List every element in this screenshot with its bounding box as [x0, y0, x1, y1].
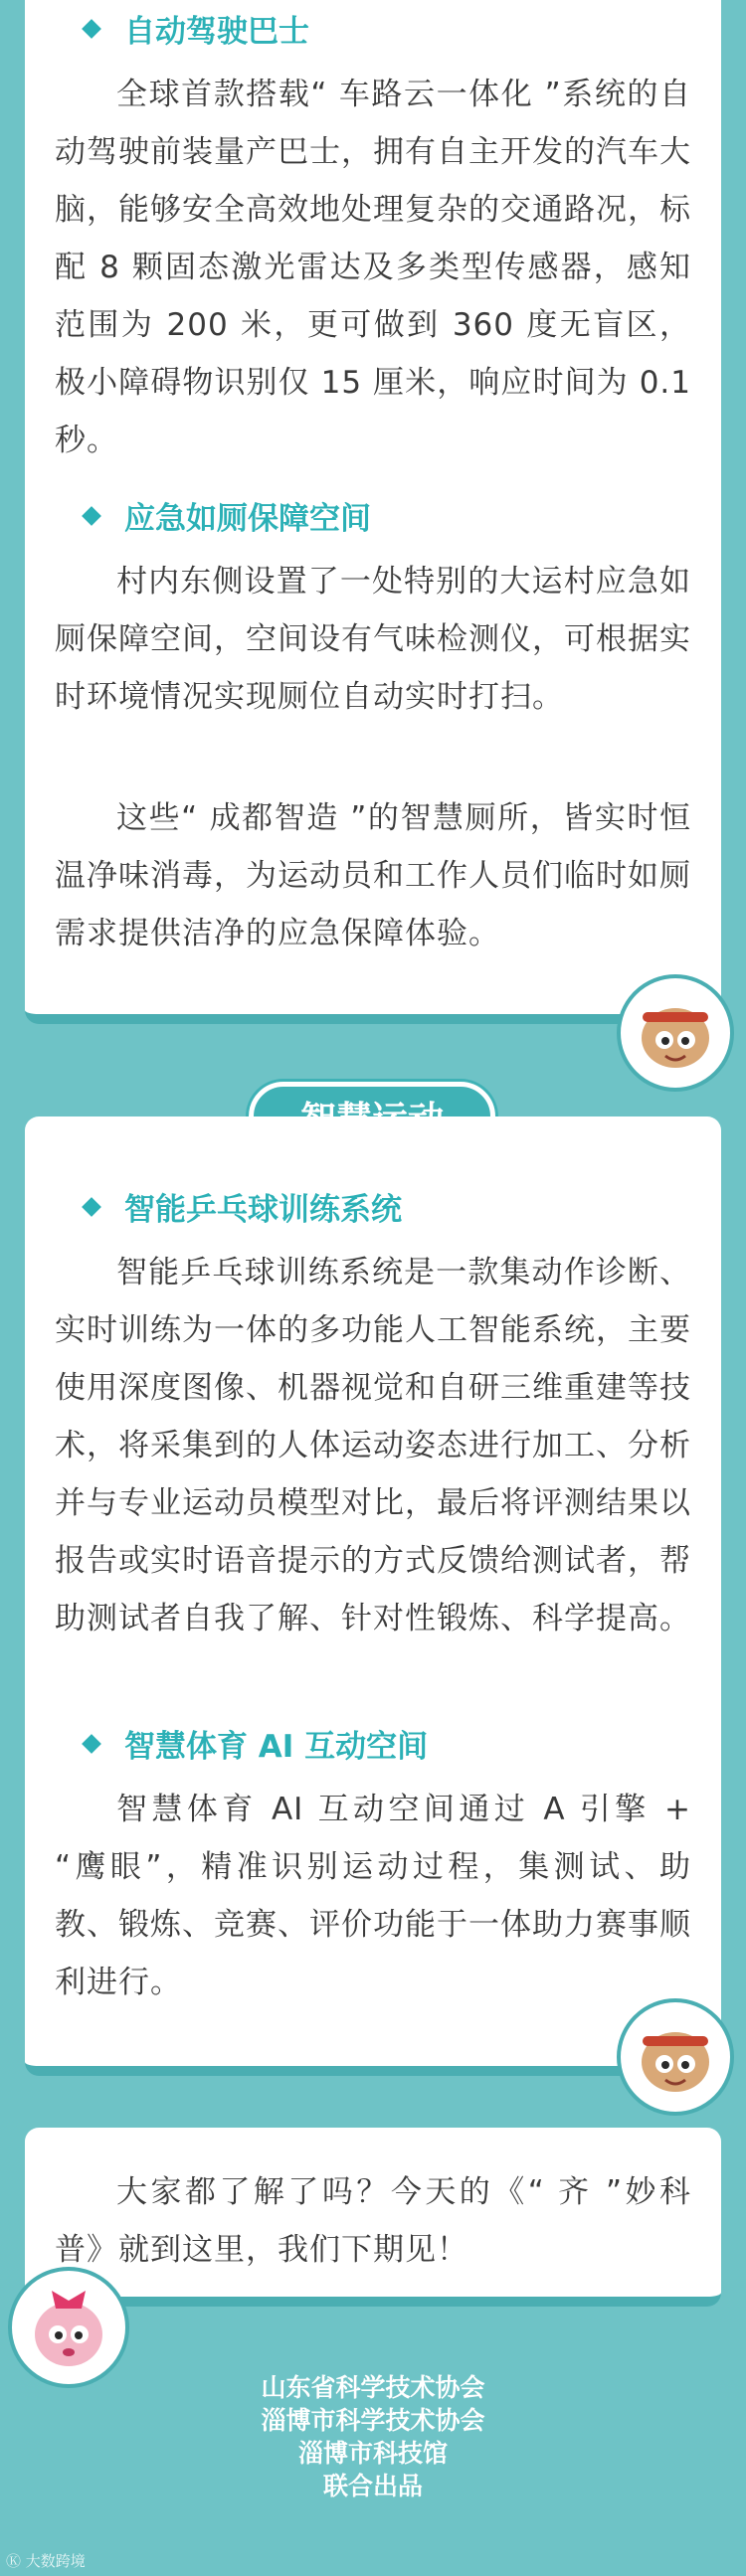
footer-org-1: 山东省科学技术协会 — [261, 2373, 485, 2402]
section-body-restroom: 村内东侧设置了一处特别的大运村应急如厕保障空间，空间设有气味检测仪，可根据实时环境情况实现厕位自动实时打扫。 — [55, 564, 691, 715]
section-title-table-tennis: 智能乒乓球训练系统 — [124, 1192, 402, 1228]
footer-org-2: 淄博市科学技术协会 — [261, 2406, 485, 2435]
diamond-bullet-icon — [82, 1197, 101, 1217]
diamond-bullet-icon — [82, 506, 101, 526]
content-card-2 — [25, 1116, 721, 2076]
footer-org-3: 淄博市科技馆 — [297, 2439, 448, 2468]
section-body-ai-space: 智慧体育 AI 互动空间通过 A 引擎 + “鹰眼”，精准识别运动过程，集测试、助教、锻炼、竞赛、评价功能于一体助力赛事顺利进行。 — [55, 1792, 691, 2000]
section-body-autonomous-bus: 全球首款搭载“ 车路云一体化 ”系统的自动驾驶前装量产巴士，拥有自主开发的汽车大脑，能够安全高效地处理复杂的交通路况，标配 8 颗固态激光雷达及多类型传感器，感知范围为 200 米，更可做到 360 度无盲区，极小障碍物识别仅 15 厘米，响应时间为 0.1 秒。 — [55, 77, 691, 458]
section-heading — [85, 6, 309, 51]
section-heading — [85, 1184, 402, 1229]
section-body-table-tennis: 智能乒乓球训练系统是一款集动作诊断、实时训练为一体的多功能人工智能系统，主要使用深度图像、机器视觉和自研三维重建等技术，将采集到的人体运动姿态进行加工、分析并与专业运动员模型对比，最后将评测结果以报告或实时语音提示的方式反馈给测试者，帮助测试者自我了解、针对性锻炼、科学提高。 — [55, 1255, 691, 1636]
section-heading — [85, 493, 371, 538]
content-card-1 — [25, 0, 721, 1024]
mascot-girl-avatar — [8, 2267, 129, 2388]
watermark: Ⓚ 大数跨境 — [6, 2552, 86, 2570]
mascot-boy-avatar — [617, 974, 734, 1092]
section-title-autonomous-bus: 自动驾驶巴士 — [124, 14, 309, 50]
diamond-bullet-icon — [82, 1734, 101, 1754]
section-title-restroom: 应急如厕保障空间 — [124, 501, 371, 537]
mascot-boy-icon — [621, 978, 730, 1088]
mascot-boy-avatar — [617, 1998, 734, 2116]
section-title-ai-space: 智慧体育 AI 互动空间 — [124, 1729, 429, 1765]
footer-joint-production: 联合出品 — [322, 2472, 423, 2500]
section-body-restroom-2: 这些“ 成都智造 ”的智慧厕所，皆实时恒温净味消毒，为运动员和工作人员们临时如厕需求提供洁净的应急保障体验。 — [55, 800, 691, 951]
footer-credits — [0, 2371, 746, 2502]
mascot-boy-icon — [621, 2002, 730, 2112]
closing-text: 大家都了解了吗？今天的《“ 齐 ”妙科普》就到这里，我们下期见！ — [55, 2174, 691, 2268]
mascot-girl-icon — [12, 2271, 125, 2384]
closing-card — [25, 2128, 721, 2307]
diamond-bullet-icon — [82, 19, 101, 39]
section-heading — [85, 1721, 428, 1766]
